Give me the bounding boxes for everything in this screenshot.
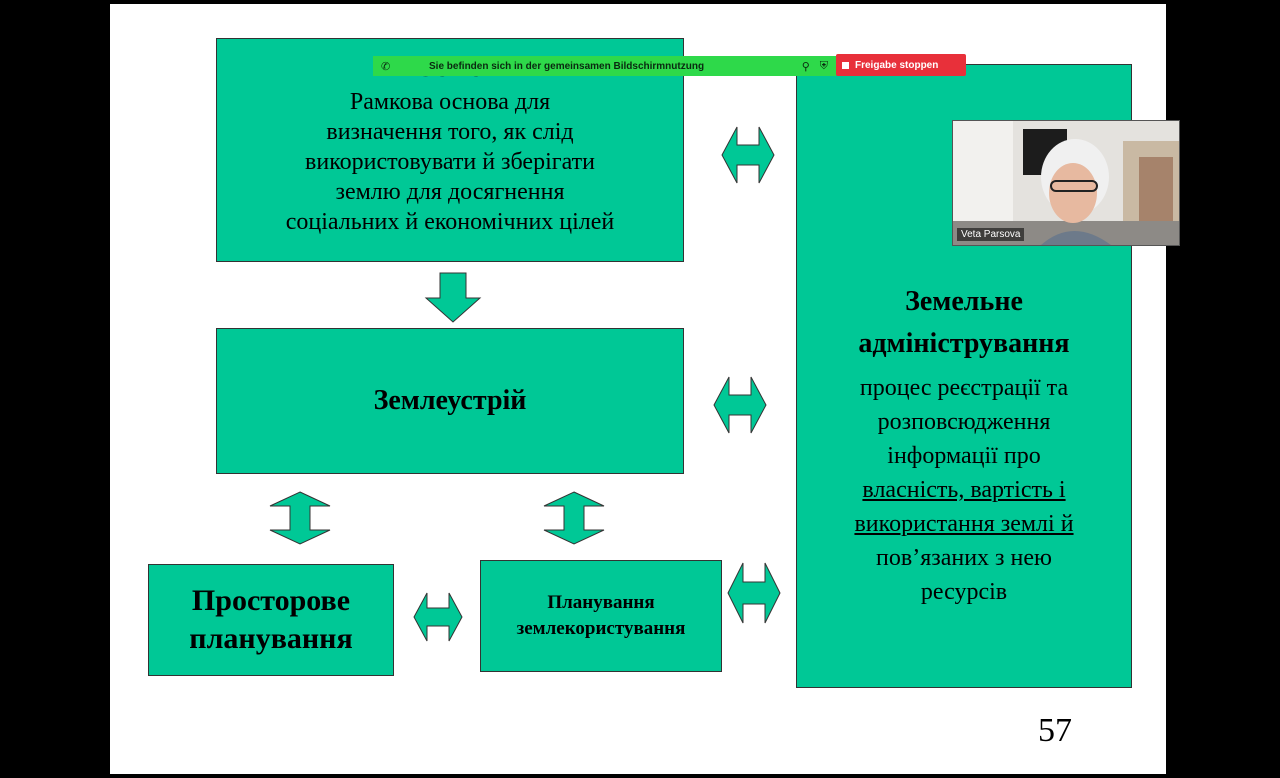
participant-video-tile[interactable]	[952, 120, 1180, 246]
box-e-title-line: Земельне	[905, 286, 1023, 317]
box-a-line: землю для досягнення	[335, 179, 565, 205]
box-c-line: планування	[189, 622, 353, 655]
stop-share-button[interactable]	[836, 54, 966, 76]
box-a-line: використовувати й зберігати	[305, 149, 595, 175]
box-e-line: розповсюдження	[877, 409, 1051, 435]
down-arrow-icon	[424, 272, 482, 324]
participant-name: Veta Parsova	[957, 228, 1024, 241]
phone-icon: ✆	[381, 60, 391, 73]
stop-share-label: Freigabe stoppen	[855, 59, 939, 71]
box-e-underlined-line: власність, вартість і	[862, 477, 1066, 503]
slide-page-number: 57	[1038, 712, 1072, 749]
shield-icon[interactable]: ⛨	[819, 59, 828, 72]
double-arrow-icon	[412, 590, 464, 644]
box-d-line: землекористування	[516, 618, 686, 639]
land-use-planning-box	[480, 560, 722, 672]
box-a-line: Рамкова основа для	[349, 89, 551, 115]
participant-video-feed	[953, 121, 1179, 245]
box-e-title-line: адміністрування	[858, 328, 1070, 359]
stop-icon	[842, 62, 849, 69]
vertical-double-arrow-icon	[542, 490, 606, 546]
box-e-line: пов’язаних з нею	[876, 545, 1052, 571]
double-arrow-icon	[726, 560, 782, 626]
spatial-planning-box	[148, 564, 394, 676]
box-a-line: визначення того, як слід	[326, 119, 574, 145]
box-e-title	[858, 281, 1069, 365]
double-arrow-icon	[720, 124, 776, 186]
box-e-line: інформації про	[887, 443, 1041, 469]
box-a-body	[286, 87, 615, 237]
double-arrow-icon	[712, 374, 768, 436]
box-e-line: процес реєстрації та	[859, 375, 1069, 401]
pin-icon[interactable]: ⚲	[801, 60, 810, 73]
land-management-box	[216, 328, 684, 474]
box-b-title: Землеустрій	[373, 385, 527, 416]
vertical-double-arrow-icon	[268, 490, 332, 546]
box-a-line: соціальних й економічних цілей	[285, 209, 615, 235]
box-d-line: Планування	[547, 592, 655, 613]
box-c-line: Просторове	[191, 584, 351, 617]
box-e-body	[854, 371, 1073, 609]
box-e-line: ресурсів	[920, 579, 1008, 605]
screen-share-banner[interactable]	[373, 56, 836, 76]
box-e-underlined-line: використання землі й	[854, 511, 1074, 537]
share-status-text: Sie befinden sich in der gemeinsamen Bildschirmnutzung	[429, 60, 705, 72]
